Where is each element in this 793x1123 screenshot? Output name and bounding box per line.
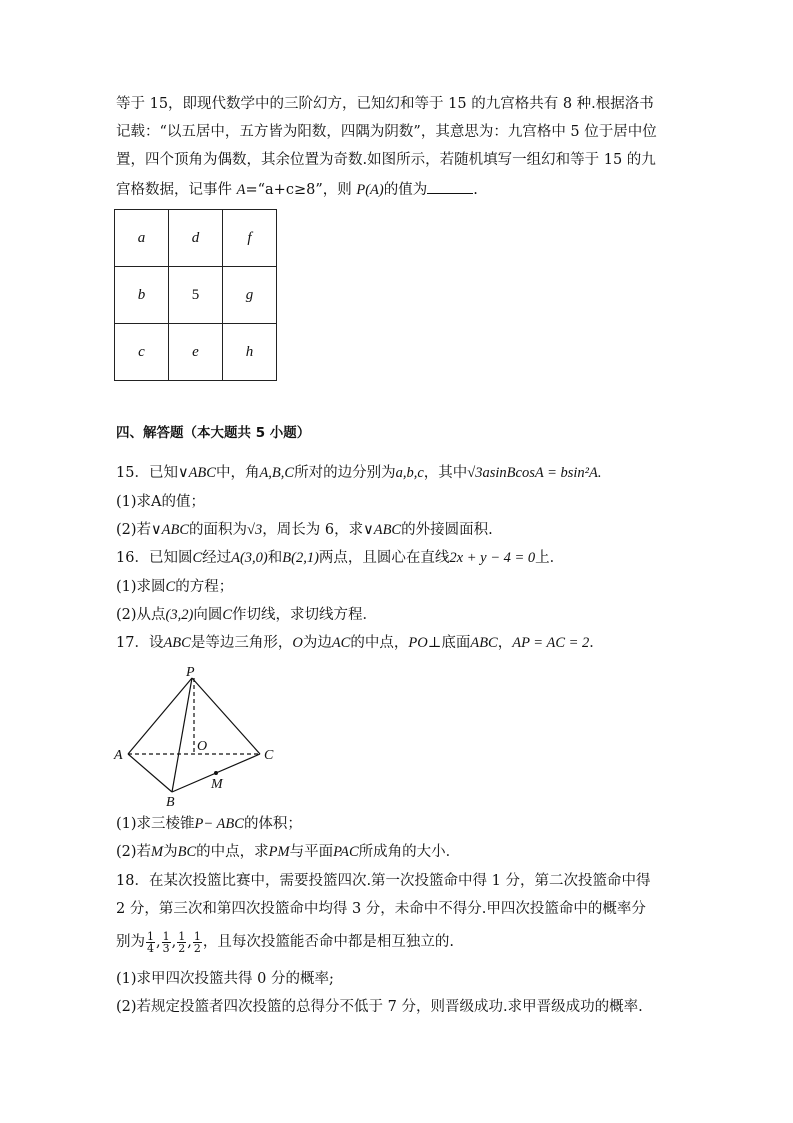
q15p2-area: √3 (247, 522, 263, 538)
q15-stem (116, 463, 601, 483)
grid-cell: g (223, 267, 277, 324)
q17-text-g: ． (589, 635, 604, 651)
q17-text-f: ， (497, 635, 513, 651)
q14-line-1: 等于 15，即现代数学中的三阶幻方，已知幻和等于 15 的九宫格共有 8 种.根据洛书 (116, 96, 654, 112)
q16p1-text: (1)求圆 (116, 579, 166, 595)
q17-text-b: 是等边三角形， (190, 635, 293, 651)
q14-event: A (236, 182, 246, 198)
q18-text: 别为 (116, 934, 145, 950)
answer-blank (427, 179, 473, 194)
label-a: A (114, 748, 123, 763)
fraction-den: 4 (147, 941, 154, 955)
q17p2-text-b: 为 (163, 844, 178, 860)
q17-text-e: ⊥底面 (427, 635, 471, 651)
edge-pa (128, 678, 192, 754)
q16p2-text: (2)从点 (116, 607, 166, 623)
q16-and: 和 (267, 550, 283, 566)
fraction-num: 1 (162, 929, 170, 943)
fraction (146, 931, 155, 954)
q14-line-2: 记载：“以五居中，五方皆为阳数，四隅为阴数”，其意思为：九宫格中 5 位于居中位 (116, 124, 657, 140)
q18-text-b: ，且每次投篮能否命中都是相互独立的. (202, 934, 454, 950)
q16-text: 16．已知圆 (116, 550, 193, 566)
q17-base: ABC (470, 635, 498, 651)
q17p2-text-c: 的中点，求 (196, 844, 269, 860)
grid-cell: d (169, 210, 223, 267)
q14-prob: P(A) (356, 182, 384, 198)
q16p2-text-b: 向圆 (193, 607, 223, 623)
label-c: C (264, 748, 274, 763)
q15p2-text-b: 的面积为 (189, 522, 248, 538)
q18-part-2: (2)若规定投篮者四次投篮的总得分不低于 7 分，则晋级成功.求甲晋级成功的概率. (116, 999, 643, 1015)
q17p1-text: (1)求三棱锥 (116, 816, 195, 832)
grid-cell: e (169, 324, 223, 381)
q15p2-text-d: 的外接圆面积. (401, 522, 493, 538)
label-m: M (211, 777, 223, 792)
q15-sides: a,b,c (395, 465, 424, 481)
fraction-num: 1 (147, 929, 154, 943)
q14-text: 宫格数据，记事件 (116, 182, 237, 198)
pyramid-figure (110, 664, 290, 810)
q17p2-plane: PAC (333, 844, 359, 860)
grid-cell: b (115, 267, 169, 324)
q17p2-text-d: 与平面 (289, 844, 334, 860)
grid-cell-center: 5 (169, 267, 223, 324)
q15-text-d: ，其中 (423, 465, 468, 481)
q14-event-def: =“a+c≥8”，则 (245, 182, 357, 198)
label-p: P (186, 665, 195, 680)
q16-stem (116, 548, 564, 568)
q16-part-1 (116, 577, 233, 597)
section-title: 四、解答题（本大题共 5 小题） (116, 425, 311, 441)
q14-line-3: 置，四个顶角为偶数，其余位置为奇数.如图所示，若随机填写一组幻和等于 15 的九 (116, 152, 656, 168)
fraction-num: 1 (178, 929, 186, 943)
q16-part-2 (116, 605, 377, 625)
q17p1-text-b: 的体积； (243, 816, 302, 832)
q17-text-d: 的中点， (350, 635, 409, 651)
q16p2-circle: C (222, 607, 233, 623)
q16p2-point: (3,2) (165, 607, 194, 623)
fraction-den: 2 (178, 941, 186, 955)
grid-cell: h (223, 324, 277, 381)
q15-angles: A,B,C (259, 465, 295, 481)
q18-line-3: 别为 $\frac{1}{4}$ , $\frac{1}{3}$ , $\frac{1}{2}$ , $\frac{1}{2}$ ，且每次投篮能否命中都是相互独立的. (116, 929, 454, 955)
q16-text-d: 两点，且圆心在直线 (318, 550, 450, 566)
q15p2-text: (2)若 (116, 522, 152, 538)
q17-edge-ac: AC (331, 635, 351, 651)
fraction-num: 1 (193, 929, 201, 943)
q15p2-triangle-2: ∨ABC (363, 522, 402, 538)
q16-text-e: 上． (535, 550, 565, 566)
q17-text-c: 为边 (302, 635, 332, 651)
q15-text: 15．已知 (116, 465, 178, 481)
q17-text: 17．设 (116, 635, 164, 651)
magic-square-grid (114, 209, 277, 381)
fraction-den: 3 (162, 941, 170, 955)
q15-part-2 (116, 520, 493, 540)
q17p2-point-m: M (151, 844, 164, 860)
grid-cell: c (115, 324, 169, 381)
q16-circle: C (192, 550, 203, 566)
edge-pb (172, 678, 192, 792)
q15p2-text-c: ，周长为 6，求 (262, 522, 364, 538)
q17-equation: AP = AC = 2 (512, 635, 590, 651)
grid-cell: a (115, 210, 169, 267)
point-m (214, 771, 218, 775)
label-b: B (166, 795, 175, 810)
q17-point-o: O (292, 635, 303, 651)
q15p2-triangle: ∨ABC (151, 522, 190, 538)
q18-line-2: 2 分，第三次和第四次投篮命中均得 3 分，未命中不得分.甲四次投篮命中的概率分 (116, 901, 646, 917)
q17p2-edge-bc: BC (177, 844, 197, 860)
q17p2-text-e: 所成角的大小． (358, 844, 461, 860)
fraction (193, 931, 202, 954)
q15-text-c: 所对的边分别为 (294, 465, 396, 481)
q16-line-eq: 2x + y − 4 = 0 (449, 550, 536, 566)
grid-cell: f (223, 210, 277, 267)
q18-line-1: 18．在某次投篮比赛中，需要投篮四次.第一次投篮命中得 1 分，第二次投篮命中得 (116, 873, 651, 889)
q17-stem (116, 633, 604, 653)
fraction (162, 931, 171, 954)
q16-text-b: 经过 (202, 550, 232, 566)
fraction-den: 2 (193, 941, 201, 955)
fraction (177, 931, 186, 954)
q17-triangle: ABC (163, 635, 191, 651)
q17p1-solid: P− ABC (194, 816, 244, 832)
q14-line-4 (116, 179, 478, 200)
q16p1-text-b: 的方程； (175, 579, 234, 595)
q14-end: . (473, 182, 478, 198)
q16-point-b: B(2,1) (282, 550, 319, 566)
q17-part-1 (116, 814, 302, 834)
label-o: O (197, 739, 208, 754)
q16p1-circle: C (165, 579, 176, 595)
q17p2-text: (2)若 (116, 844, 152, 860)
q16p2-text-d: 作切线，求切线方程． (232, 607, 378, 623)
q15-text-b: 中，角 (215, 465, 260, 481)
q15-equation: √3asinBcosA = bsin²A. (467, 465, 602, 481)
q14-text-2: 的值为 (383, 182, 428, 198)
edge-ab (128, 754, 172, 792)
q18-part-1: (1)求甲四次投篮共得 0 分的概率; (116, 971, 334, 987)
q15-part-1: (1)求A的值； (116, 494, 206, 510)
q16-point-a: A(3,0) (231, 550, 268, 566)
q15-triangle: ∨ABC (177, 465, 216, 481)
q17-segment-po: PO (408, 635, 428, 651)
q17p2-segment-pm: PM (268, 844, 290, 860)
q17-part-2 (116, 842, 460, 862)
